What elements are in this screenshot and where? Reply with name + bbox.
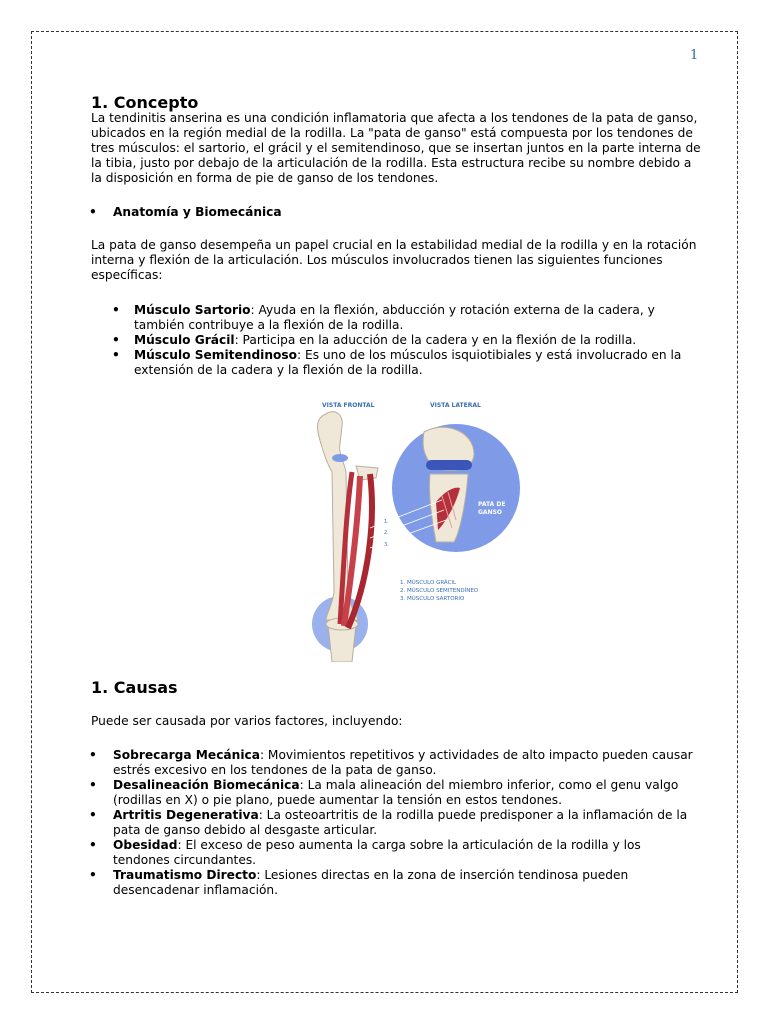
anatomia-paragraph: La pata de ganso desempeña un papel crucial en la estabilidad medial de la rodilla y en la rotación interna y flexión de la articulación. Los músculos involucrados tienen las siguientes funciones específicas: <box>91 238 697 282</box>
list-item <box>89 838 701 868</box>
anatomia-bullet-list <box>89 205 689 220</box>
bullet-dot: • <box>112 303 120 317</box>
concepto-paragraph: La tendinitis anserina es una condición inflamatoria que afecta a los tendones de la pata de ganso, ubicados en la región medial de la rodilla. La "pata de ganso" está compuesta por los tendones de tres músculos: el sartorio, el grácil y el semitendinoso, que se insertan juntos en la parte interna de la tibia, justo por debajo de la articulación de la rodilla. Esta estructura recibe su nombre debido a la disposición en forma de pie de ganso de los tendones. <box>91 111 701 185</box>
leader-number-1: 1. <box>384 519 389 525</box>
list-item <box>112 303 704 333</box>
list-item <box>112 333 704 348</box>
page-number: 1 <box>690 48 699 63</box>
list-item <box>89 748 701 778</box>
bullet-dot: • <box>89 808 97 822</box>
cause-text: : La osteoartritis de la rodilla puede predisponer a la inflamación de la pata de ganso debido al desgaste articular. <box>113 808 688 837</box>
label-vista-lateral: VISTA LATERAL <box>430 402 481 409</box>
muscle-name: Músculo Semitendinoso <box>134 348 298 362</box>
knee-anatomy-figure <box>296 392 534 662</box>
cause-name: Artritis Degenerativa <box>113 808 259 822</box>
bullet-dot: • <box>89 838 97 852</box>
list-item <box>89 778 701 808</box>
label-vista-frontal: VISTA FRONTAL <box>322 402 375 409</box>
muscle-name: Músculo Sartorio <box>134 303 251 317</box>
cause-text: : El exceso de peso aumenta la carga sobre la articulación de la rodilla y los tendones circundantes. <box>113 838 641 867</box>
section-heading-causas: 1. Causas <box>91 678 178 697</box>
anatomia-bullet-label: Anatomía y Biomecánica <box>113 205 282 219</box>
bullet-dot: • <box>89 748 97 762</box>
muscle-text: : Es uno de los músculos isquiotibiales y está involucrado en la extensión de la cadera y la flexión de la rodilla. <box>134 348 682 377</box>
leader-number-2: 2. <box>384 530 389 536</box>
cause-text: : Lesiones directas en la zona de inserción tendinosa pueden desencadenar inflamación. <box>113 868 629 897</box>
hip-attachment-left <box>332 454 348 462</box>
cause-text: : La mala alineación del miembro inferior, como el genu valgo (rodillas en X) o pie plano, puede aumentar la tensión en estos tendones. <box>113 778 679 807</box>
legend-item: 3. MÚSCULO SARTORIO <box>400 596 465 602</box>
muscle-text: : Ayuda en la flexión, abducción y rotación externa de la cadera, y también contribuye a la flexión de la rodilla. <box>134 303 655 332</box>
label-pata-de: PATA DE <box>478 501 506 508</box>
legend-item: 2. MÚSCULO SEMITENDÍNEO <box>400 588 479 594</box>
muscle-name: Músculo Grácil <box>134 333 235 347</box>
lateral-cartilage <box>426 460 472 470</box>
cause-name: Obesidad <box>113 838 178 852</box>
muscles-list <box>112 303 704 378</box>
leader-number-3: 3. <box>384 542 389 548</box>
list-item <box>89 868 701 898</box>
bullet-dot: • <box>89 868 97 882</box>
cause-name: Traumatismo Directo <box>113 868 257 882</box>
bullet-dot: • <box>112 333 120 347</box>
cause-name: Desalineación Biomecánica <box>113 778 300 792</box>
list-item <box>89 205 689 220</box>
bullet-dot: • <box>89 205 97 219</box>
section-heading-concepto: 1. Concepto <box>91 93 199 112</box>
causes-list <box>89 748 701 898</box>
label-ganso: GANSO <box>478 509 503 516</box>
muscle-text: : Participa en la aducción de la cadera y en la flexión de la rodilla. <box>234 333 637 347</box>
list-item <box>89 808 701 838</box>
list-item <box>112 348 704 378</box>
cause-text: : Movimientos repetitivos y actividades de alto impacto pueden causar estrés excesivo en los tendones de la pata de ganso. <box>113 748 693 777</box>
legend-item: 1. MÚSCULO GRÁCIL <box>400 580 457 586</box>
bullet-dot: • <box>89 778 97 792</box>
bullet-dot: • <box>112 348 120 362</box>
causas-intro: Puede ser causada por varios factores, incluyendo: <box>91 714 403 728</box>
cause-name: Sobrecarga Mecánica <box>113 748 260 762</box>
